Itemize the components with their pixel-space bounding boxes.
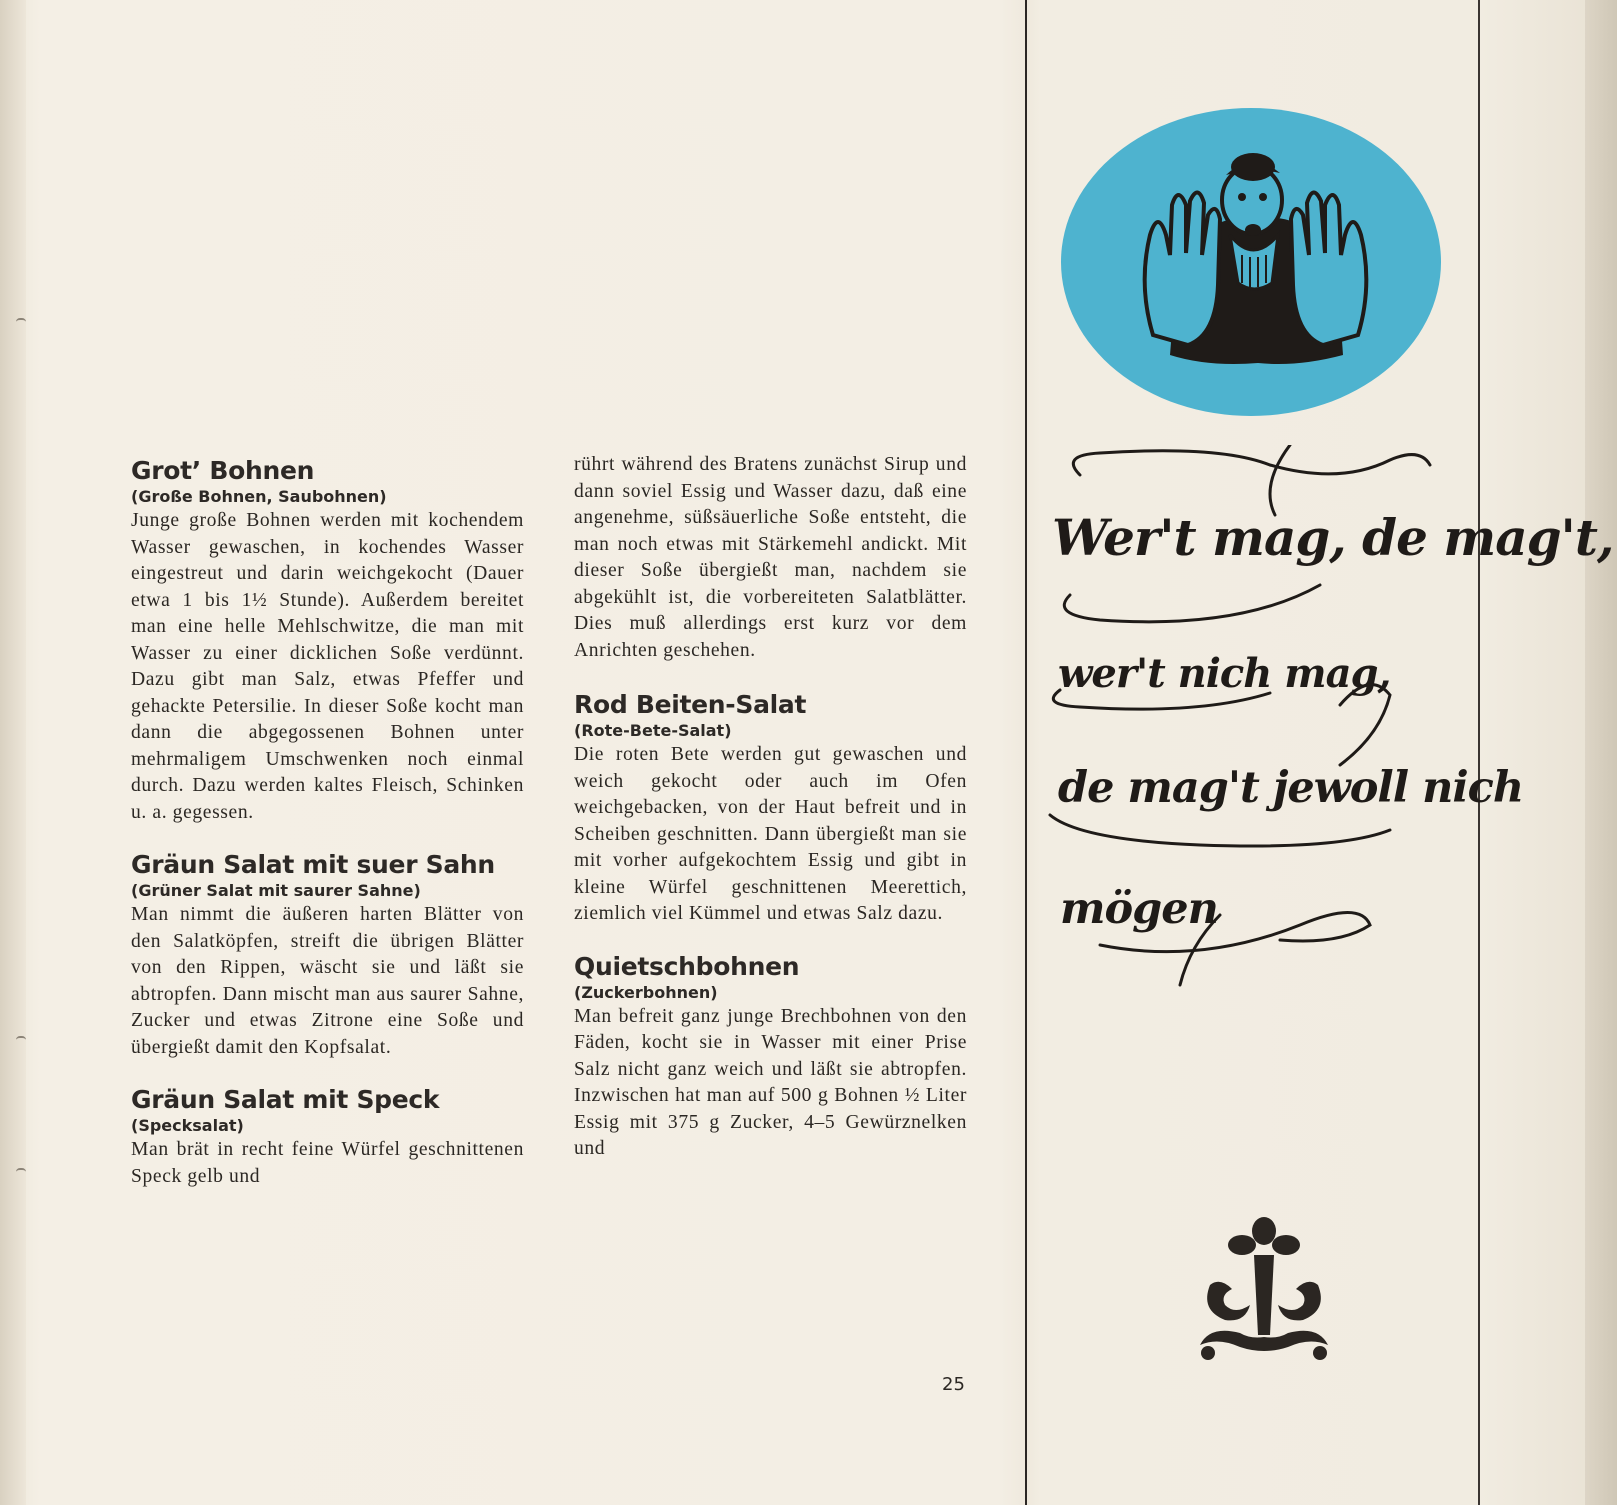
motto-line-4: mögen [1060,884,1218,934]
motto-line-3: de mag't jewoll nich [1058,763,1524,813]
recipe-quietschbohnen [574,952,967,1163]
recipe-column-right [574,452,967,1187]
recipe-graeun-salat-speck [131,1085,524,1190]
right-page-edge [1585,0,1617,1505]
recipe-text: Man befreit ganz junge Brechbohnen von den Fäden, kocht sie in Wasser mit einer Prise Salz nicht ganz weich und läßt sie abtropfen. Inzwischen hat man auf 500 g Bohnen ½ Liter Essig mit 375 g Zucker, 4–5 Gewürznelken und [574,1005,967,1159]
recipe-subtitle: (Rote-Bete-Salat) [574,721,732,740]
recipe-title: Quietschbohnen [574,951,800,981]
recipe-text: Junge große Bohnen werden mit kochendem Wasser gewaschen, in kochendes Wasser eingestreut und darin weichgekocht (Dauer etwa 1 bis 1½ Stunde). Außerdem bereitet man eine helle Mehlschwitze, die man mit Wasser zu einer dicklichen Soße verdünnt. Dazu gibt man Salz, etwas Pfeffer und gehackte Petersilie. In dieser Soße kocht man dann die abgegossenen Bohnen unter mehrmaligem Umschwenken noch einmal durch. Dazu werden kaltes Fleisch, Schinken u. a. gegessen. [131,510,524,823]
page-fold-line [1025,0,1027,1505]
continued-text: rührt während des Bratens zunächst Sirup und dann soviel Essig und Wasser dazu, daß eine angenehme, süßsäuerliche Soße entsteht, die man noch etwas mit Stärkemehl andickt. Mit dieser Soße übergießt man, nachdem sie abgekühlt ist, die vorbereiteten Salatblätter. Dies muß allerdings erst kurz vor dem Anrichten geschehen. [574,454,967,661]
page-number: 25 [942,1374,965,1395]
recipe-text: Man brät in recht feine Würfel geschnittenen Speck gelb und [131,1139,524,1187]
left-gutter [0,0,26,1505]
recipe-column-left [131,456,524,1214]
recipe-title: Grot’ Bohnen [131,456,315,485]
motto-line-2: wer't nich mag, [1058,650,1391,697]
staple-mark [16,1036,26,1046]
recipe-grot-bohnen [131,456,524,826]
recipe-title: Gräun Salat mit suer Sahn [131,850,495,879]
recipe-title: Rod Beiten-Salat [574,690,807,719]
motto-line-1: Wer't mag, de mag't, [1052,508,1614,567]
recipe-title: Gräun Salat mit Speck [131,1085,440,1114]
recipe-subtitle: (Grüner Salat mit saurer Sahne) [131,881,421,900]
floral-ornament-icon [1190,1215,1338,1360]
recipe-subtitle: (Zuckerbohnen) [574,982,718,1002]
recipe-text: Die roten Bete werden gut gewaschen und weich gekocht oder auch im Ofen weichgebacken, von der Haut befreit und in Scheiben geschnitten. Dann übergießt man sie mit vorher aufgekochtem Essig und gibt in kleine Würfel geschnittenen Meerettich, ziemlich viel Kümmel und etwas Salz dazu. [574,744,967,924]
man-raising-hands-illustration [1058,105,1444,420]
recipe-rod-beiten-salat [574,690,967,928]
recipe-text: Man nimmt die äußeren harten Blätter von den Salatköpfen, streift die übrigen Blätter von den Rippen, wäscht sie und läßt sie abtropfen. Dann mischt man aus saurer Sahne, Zucker und etwas Zitrone eine Soße und übergießt damit den Kopfsalat. [131,904,524,1058]
recipe-graeun-salat-sahn [131,850,524,1061]
staple-mark [16,1168,26,1178]
recipe-subtitle: (Specksalat) [131,1116,244,1135]
staple-mark [16,318,26,328]
recipe-subtitle: (Große Bohnen, Saubohnen) [131,487,387,506]
